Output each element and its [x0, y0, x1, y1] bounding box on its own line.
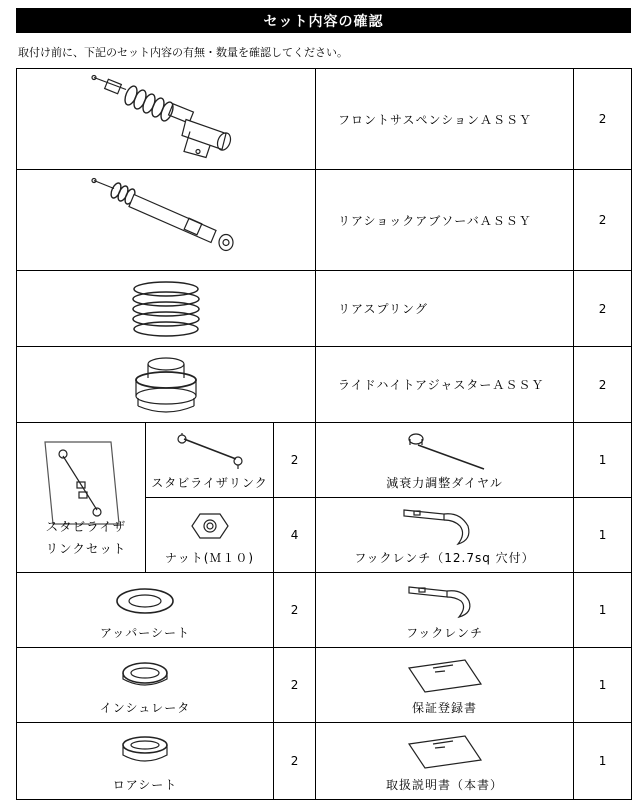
table-row [17, 723, 632, 800]
item-name: 保証登録書 [412, 701, 478, 715]
stabilizer-link-cell [146, 423, 274, 498]
manual-cell [316, 723, 574, 800]
table-row [17, 648, 632, 723]
item-name: インシュレータ [99, 701, 191, 715]
hook-wrench-hole-icon [400, 504, 490, 548]
front-suspension-icon [86, 72, 246, 167]
item-name: ナット(Ｍ１０) [164, 551, 255, 565]
stabilizer-link-set-icon [41, 438, 121, 528]
stabilizer-set-label-2: リンクセット [45, 541, 127, 556]
hook-wrench-cell [316, 573, 574, 648]
upper-seat-cell [17, 573, 274, 648]
table-row [17, 271, 632, 347]
coil-spring-icon [121, 279, 211, 339]
table-row [17, 573, 632, 648]
section-title: セット内容の確認 [16, 8, 631, 33]
item-qty: 1 [574, 498, 632, 573]
parts-table [16, 68, 632, 800]
item-qty: 1 [574, 648, 632, 723]
nut-cell [146, 498, 274, 573]
damping-dial-icon [400, 429, 490, 473]
rear-spring-image [17, 271, 316, 347]
item-name: フックレンチ [406, 626, 483, 640]
lower-seat-icon [115, 733, 175, 771]
item-qty: 2 [574, 347, 632, 423]
table-row [17, 423, 632, 498]
item-qty: 4 [274, 498, 316, 573]
nut-icon [190, 508, 230, 544]
upper-seat-icon [110, 583, 180, 619]
item-qty: 1 [574, 723, 632, 800]
table-row [17, 347, 632, 423]
manual-icon [405, 732, 485, 772]
rear-shock-image [17, 170, 316, 271]
stabilizer-set-label-1: スタビライザ [45, 519, 127, 534]
item-name: 取扱説明書（本書） [386, 778, 504, 792]
warranty-card-icon [405, 656, 485, 696]
item-qty: 2 [574, 271, 632, 347]
ride-height-adjuster-icon [126, 352, 206, 418]
lower-seat-cell [17, 723, 274, 800]
damping-dial-cell [316, 423, 574, 498]
item-name: リアスプリング [316, 271, 574, 347]
item-name: スタビライザリンク [151, 476, 268, 490]
stabilizer-link-icon [170, 431, 250, 471]
item-name: ロアシート [112, 778, 178, 792]
item-name: フックレンチ（12.7sq 穴付） [354, 551, 535, 565]
item-name: リアショックアブソーバＡＳＳＹ [316, 170, 574, 271]
item-name: フロントサスペンションＡＳＳＹ [316, 69, 574, 170]
item-qty: 2 [274, 648, 316, 723]
item-name: アッパーシート [100, 626, 190, 640]
item-qty: 2 [574, 69, 632, 170]
hook-wrench-icon [405, 581, 485, 621]
item-qty: 2 [274, 423, 316, 498]
item-qty: 2 [274, 723, 316, 800]
intro-text: 取付け前に、下記のセット内容の有無・数量を確認してください。 [18, 46, 348, 59]
front-suspension-image [17, 69, 316, 170]
hook-wrench-hole-cell [316, 498, 574, 573]
insulator-icon [115, 657, 175, 695]
item-name: ライドハイトアジャスターＡＳＳＹ [316, 347, 574, 423]
warranty-cell [316, 648, 574, 723]
ride-height-image [17, 347, 316, 423]
table-row [17, 170, 632, 271]
rear-shock-absorber-icon [86, 173, 246, 268]
item-qty: 2 [574, 170, 632, 271]
item-name: 減衰力調整ダイヤル [386, 476, 503, 490]
item-qty: 2 [274, 573, 316, 648]
stabilizer-link-set-cell [17, 423, 146, 573]
item-qty: 1 [574, 423, 632, 498]
item-qty: 1 [574, 573, 632, 648]
insulator-cell [17, 648, 274, 723]
table-row [17, 69, 632, 170]
